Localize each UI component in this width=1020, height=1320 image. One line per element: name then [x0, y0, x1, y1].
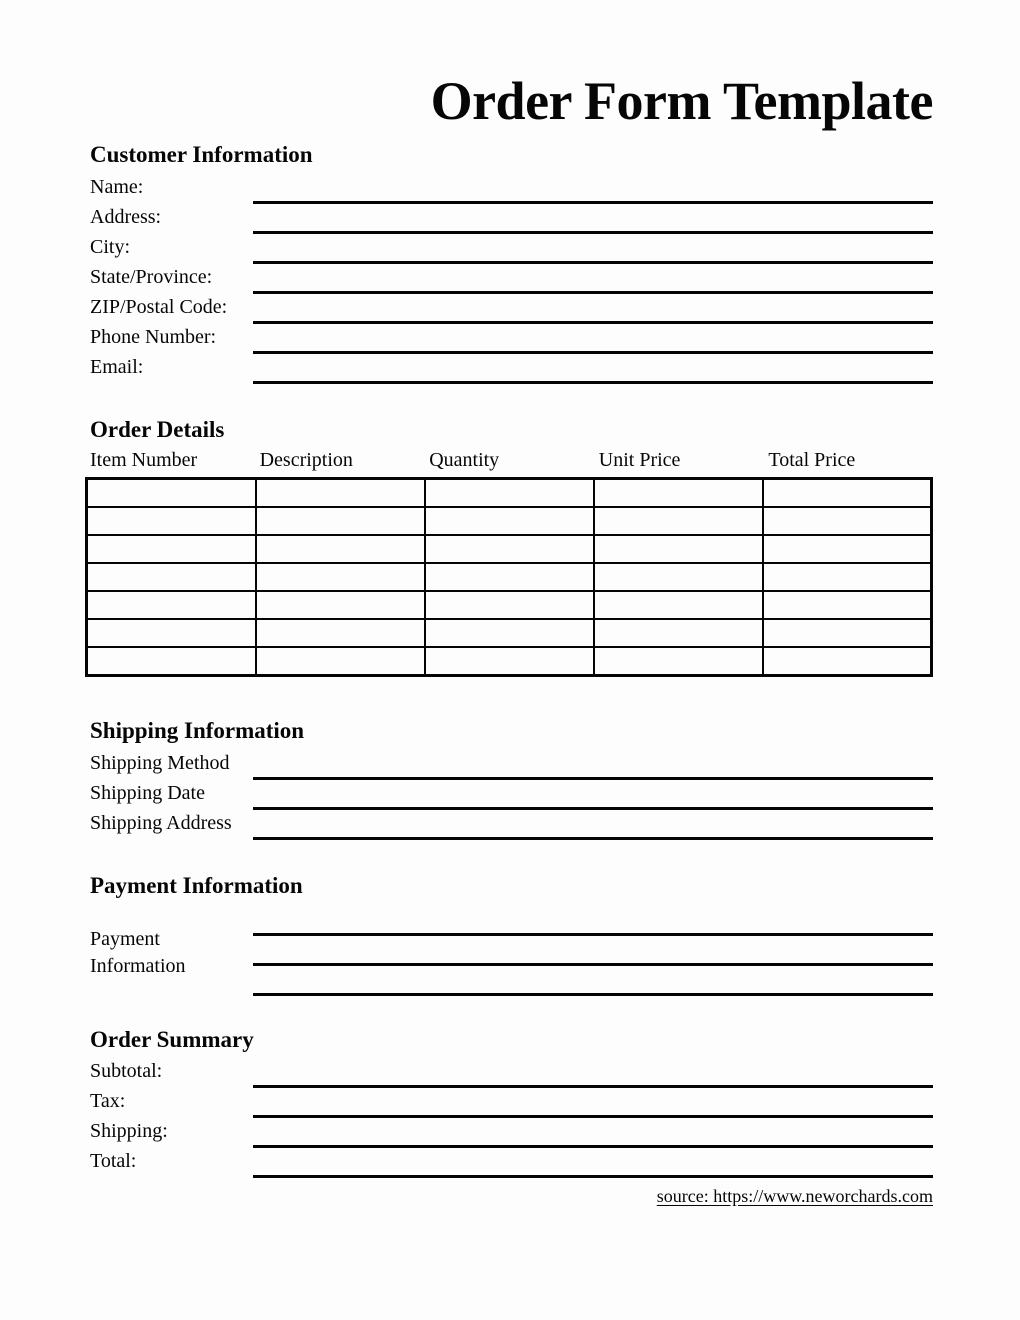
order-table-cell[interactable] [763, 591, 932, 619]
email-input-line[interactable] [253, 354, 933, 384]
order-table-cell[interactable] [425, 647, 594, 676]
shipping-cost-input-line[interactable] [253, 1118, 933, 1148]
order-table-cell[interactable] [594, 647, 763, 676]
order-table-cell[interactable] [87, 619, 256, 647]
order-summary-fields [85, 1058, 933, 1178]
field-row-shipping-method [85, 750, 933, 780]
order-table-cell[interactable] [256, 647, 425, 676]
table-row [87, 647, 932, 676]
quantity-column-header: Quantity [429, 449, 500, 471]
table-row [87, 507, 932, 535]
field-row-name [85, 174, 933, 204]
field-row-total [85, 1148, 933, 1178]
field-row-tax [85, 1088, 933, 1118]
payment-information-label: Payment Information [90, 928, 186, 977]
order-table-cell[interactable] [763, 479, 932, 508]
field-row-subtotal [85, 1058, 933, 1088]
order-table-cell[interactable] [87, 563, 256, 591]
total-input-line[interactable] [253, 1148, 933, 1178]
order-table-cell[interactable] [425, 535, 594, 563]
order-table-cell[interactable] [87, 647, 256, 676]
order-table-cell[interactable] [256, 563, 425, 591]
shipping-method-label: Shipping Method [90, 752, 230, 774]
state-province-input-line[interactable] [253, 264, 933, 294]
shipping-information-fields [85, 750, 933, 840]
city-input-line[interactable] [253, 234, 933, 264]
payment-information-heading: Payment Information [90, 873, 303, 898]
email-label: Email: [90, 356, 144, 378]
field-row-city [85, 234, 933, 264]
source-link[interactable]: source: https://www.neworchards.com [656, 1186, 933, 1206]
payment-input-line-1[interactable] [253, 906, 933, 936]
order-details-heading: Order Details [90, 417, 225, 442]
zip-postal-code-label: ZIP/Postal Code: [90, 296, 228, 318]
shipping-date-label: Shipping Date [90, 782, 205, 804]
order-details-table [85, 477, 933, 677]
table-row [87, 619, 932, 647]
table-row [87, 563, 932, 591]
payment-input-line-3[interactable] [253, 966, 933, 996]
name-label: Name: [90, 176, 144, 198]
order-table-cell[interactable] [425, 507, 594, 535]
order-table-cell[interactable] [763, 647, 932, 676]
order-table-cell[interactable] [594, 507, 763, 535]
item-number-column-header: Item Number [90, 449, 198, 471]
order-table-cell[interactable] [256, 507, 425, 535]
shipping-date-input-line[interactable] [253, 780, 933, 810]
zip-postal-code-input-line[interactable] [253, 294, 933, 324]
order-table-cell[interactable] [763, 619, 932, 647]
field-row-address [85, 204, 933, 234]
order-table-cell[interactable] [425, 563, 594, 591]
order-table-cell[interactable] [256, 591, 425, 619]
order-table-header-row [85, 449, 933, 471]
total-price-column-header: Total Price [768, 449, 856, 471]
shipping-method-input-line[interactable] [253, 750, 933, 780]
description-column-header: Description [259, 449, 353, 471]
table-row [87, 591, 932, 619]
unit-price-column-header: Unit Price [598, 449, 681, 471]
order-table-cell[interactable] [256, 619, 425, 647]
shipping-address-input-line[interactable] [253, 810, 933, 840]
order-table-cell[interactable] [594, 591, 763, 619]
shipping-information-heading: Shipping Information [90, 718, 305, 743]
customer-information-heading: Customer Information [90, 142, 313, 167]
order-table-cell[interactable] [256, 479, 425, 508]
page-title: Order Form Template [430, 71, 933, 131]
payment-information-block [85, 906, 933, 996]
order-table-cell[interactable] [425, 591, 594, 619]
total-label: Total: [90, 1150, 137, 1172]
field-row-email [85, 354, 933, 384]
address-input-line[interactable] [253, 204, 933, 234]
phone-number-label: Phone Number: [90, 326, 217, 348]
tax-label: Tax: [90, 1090, 126, 1112]
order-table-cell[interactable] [763, 563, 932, 591]
order-table-cell[interactable] [594, 479, 763, 508]
table-row [87, 479, 932, 508]
order-table-cell[interactable] [87, 535, 256, 563]
order-summary-heading: Order Summary [90, 1027, 254, 1052]
order-table-cell[interactable] [425, 619, 594, 647]
order-table-cell[interactable] [256, 535, 425, 563]
field-row-zip-postal-code [85, 294, 933, 324]
payment-information-lines [253, 906, 933, 996]
address-label: Address: [90, 206, 162, 228]
field-row-shipping-date [85, 780, 933, 810]
subtotal-label: Subtotal: [90, 1060, 163, 1082]
field-row-shipping-cost [85, 1118, 933, 1148]
order-table-cell[interactable] [425, 479, 594, 508]
field-row-phone-number [85, 324, 933, 354]
field-row-state-province [85, 264, 933, 294]
order-table-cell[interactable] [763, 535, 932, 563]
name-input-line[interactable] [253, 174, 933, 204]
payment-input-line-2[interactable] [253, 936, 933, 966]
phone-number-input-line[interactable] [253, 324, 933, 354]
subtotal-input-line[interactable] [253, 1058, 933, 1088]
state-province-label: State/Province: [90, 266, 213, 288]
order-table-cell[interactable] [87, 479, 256, 508]
tax-input-line[interactable] [253, 1088, 933, 1118]
shipping-cost-label: Shipping: [90, 1120, 168, 1142]
field-row-shipping-address [85, 810, 933, 840]
city-label: City: [90, 236, 131, 258]
order-table-cell[interactable] [594, 619, 763, 647]
order-table-cell[interactable] [87, 507, 256, 535]
order-table-cell[interactable] [87, 591, 256, 619]
table-row [87, 535, 932, 563]
shipping-address-label: Shipping Address [90, 812, 232, 834]
customer-information-fields [85, 174, 933, 384]
order-table-cell[interactable] [763, 507, 932, 535]
order-table-cell[interactable] [594, 563, 763, 591]
order-table-cell[interactable] [594, 535, 763, 563]
